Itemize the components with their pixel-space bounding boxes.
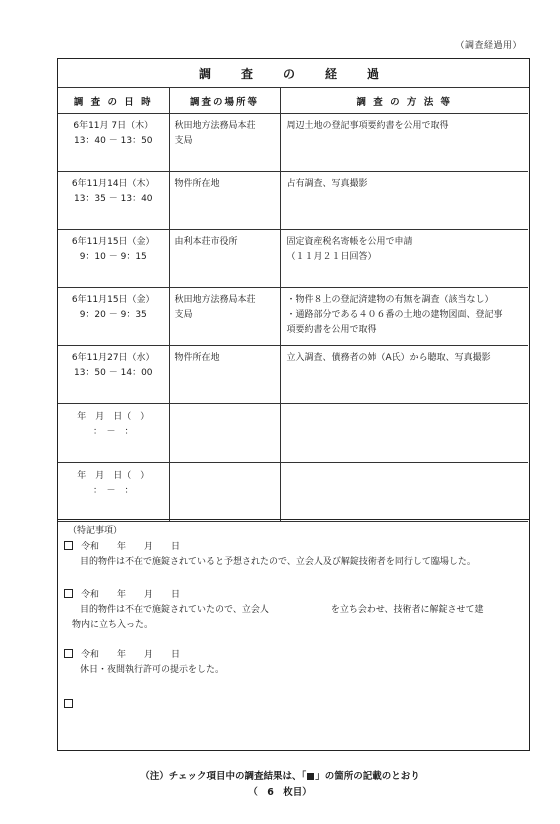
method-cell (280, 230, 528, 288)
checkbox-icon[interactable] (64, 589, 73, 598)
time-text: 9：10 － 9：15 (79, 252, 147, 262)
column-header-date: 調 査 の 日 時 (58, 88, 169, 114)
footer-note-text: （注）チェック項目中の調査結果は、「 (140, 771, 307, 782)
note-date: 令和 年 月 日 (81, 542, 181, 552)
note-text-cont: 物内に立ち入った。 (72, 620, 154, 630)
method-cell (280, 404, 528, 463)
table-row (58, 114, 528, 172)
date-text: 6年11月15日（金） (71, 295, 155, 305)
place-text-cont: 支局 (174, 310, 193, 320)
place-text: 由利本荘市役所 (174, 237, 238, 247)
note-item-empty (64, 698, 519, 713)
method-cell (280, 463, 528, 522)
document-type-label: （調査経過用） (455, 41, 522, 51)
place-text: 物件所在地 (174, 353, 220, 363)
note-text-part: を立ち会わせ、技術者に解錠させて建 (330, 605, 484, 615)
footer-note-text-cont: 」の箇所の記載のとおり (315, 771, 420, 782)
time-text: 9：20 － 9：35 (79, 310, 147, 320)
method-cell (280, 288, 528, 346)
date-placeholder: 年 月 日（ ） (77, 412, 150, 422)
date-text: 6年11月15日（金） (71, 237, 155, 247)
form-title-row (58, 59, 529, 88)
note-text (64, 603, 519, 618)
place-cell (169, 463, 280, 522)
time-text: 13：40 － 13：50 (73, 136, 153, 146)
date-text: 6年11月 7日（木） (73, 121, 154, 131)
note-text: 目的物件は不在で施錠されていると予想されたので、立会人及び解錠技術者を同行して臨場した。 (80, 557, 476, 567)
note-date: 令和 年 月 日 (81, 590, 181, 600)
special-notes-header: （特記事項） (68, 526, 123, 536)
method-text-cont: （１１月２１日回答） (286, 252, 377, 262)
table-header-row (58, 88, 528, 114)
method-text: 立入調査、債務者の姉（A氏）から聴取、写真撮影 (286, 353, 491, 363)
date-cell (58, 172, 169, 230)
date-cell (58, 114, 169, 172)
place-cell (169, 172, 280, 230)
method-cell (280, 114, 528, 172)
place-text: 物件所在地 (174, 179, 220, 189)
note-date: 令和 年 月 日 (81, 650, 181, 660)
page-count: （ 6 枚目） (248, 787, 312, 798)
note-item (64, 588, 519, 633)
column-header-method: 調 査 の 方 法 等 (280, 88, 528, 114)
investigation-record-form (57, 58, 530, 751)
date-placeholder: 年 月 日（ ） (77, 471, 150, 481)
form-title: 調 査 の 経 過 (198, 66, 388, 81)
note-text: 休日・夜間執行許可の提示をした。 (80, 665, 225, 675)
table-row (58, 172, 528, 230)
date-cell (58, 230, 169, 288)
place-cell (169, 288, 280, 346)
date-cell (58, 288, 169, 346)
special-notes-section (58, 519, 529, 749)
blank-table-row (58, 404, 528, 463)
method-text: ・物件８上の登記済建物の有無を調査（該当なし） (286, 295, 494, 305)
column-header-place: 調査の場所等 (169, 88, 280, 114)
note-text-part: 目的物件は不在で施錠されていたので、立会人 (80, 605, 269, 615)
date-text: 6年11月27日（水） (71, 353, 155, 363)
place-text: 秋田地方法務局本荘 (174, 295, 256, 305)
date-cell (58, 404, 169, 463)
table-row (58, 230, 528, 288)
date-cell (58, 346, 169, 404)
place-cell (169, 346, 280, 404)
method-text: 周辺土地の登記事項要約書を公用で取得 (286, 121, 449, 131)
blank-table-row (58, 463, 528, 522)
checkbox-icon[interactable] (64, 699, 73, 708)
checkbox-icon[interactable] (64, 649, 73, 658)
method-text: 占有調査、写真撮影 (286, 179, 368, 189)
investigation-log-table (58, 87, 528, 522)
time-text: 13：35 － 13：40 (73, 194, 153, 204)
table-row (58, 288, 528, 346)
date-text: 6年11月14日（木） (71, 179, 155, 189)
time-text: 13：50 － 14：00 (73, 368, 153, 378)
method-cell (280, 172, 528, 230)
note-item (64, 648, 519, 678)
place-text-cont: 支局 (174, 136, 193, 146)
date-cell (58, 463, 169, 522)
note-item (64, 540, 519, 570)
method-text-cont: ・通路部分である４０６番の土地の建物図面、登記事 (286, 310, 503, 320)
filled-square-icon (307, 773, 314, 780)
place-cell (169, 114, 280, 172)
time-placeholder: ： － ： (92, 427, 134, 437)
checkbox-icon[interactable] (64, 541, 73, 550)
footer-note (0, 768, 560, 782)
method-text: 固定資産税名寄帳を公用で申請 (286, 237, 413, 247)
place-cell (169, 230, 280, 288)
method-cell (280, 346, 528, 404)
table-row (58, 346, 528, 404)
method-text-cont: 項要約書を公用で取得 (286, 325, 377, 335)
place-cell (169, 404, 280, 463)
time-placeholder: ： － ： (92, 486, 134, 496)
place-text: 秋田地方法務局本荘 (174, 121, 256, 131)
